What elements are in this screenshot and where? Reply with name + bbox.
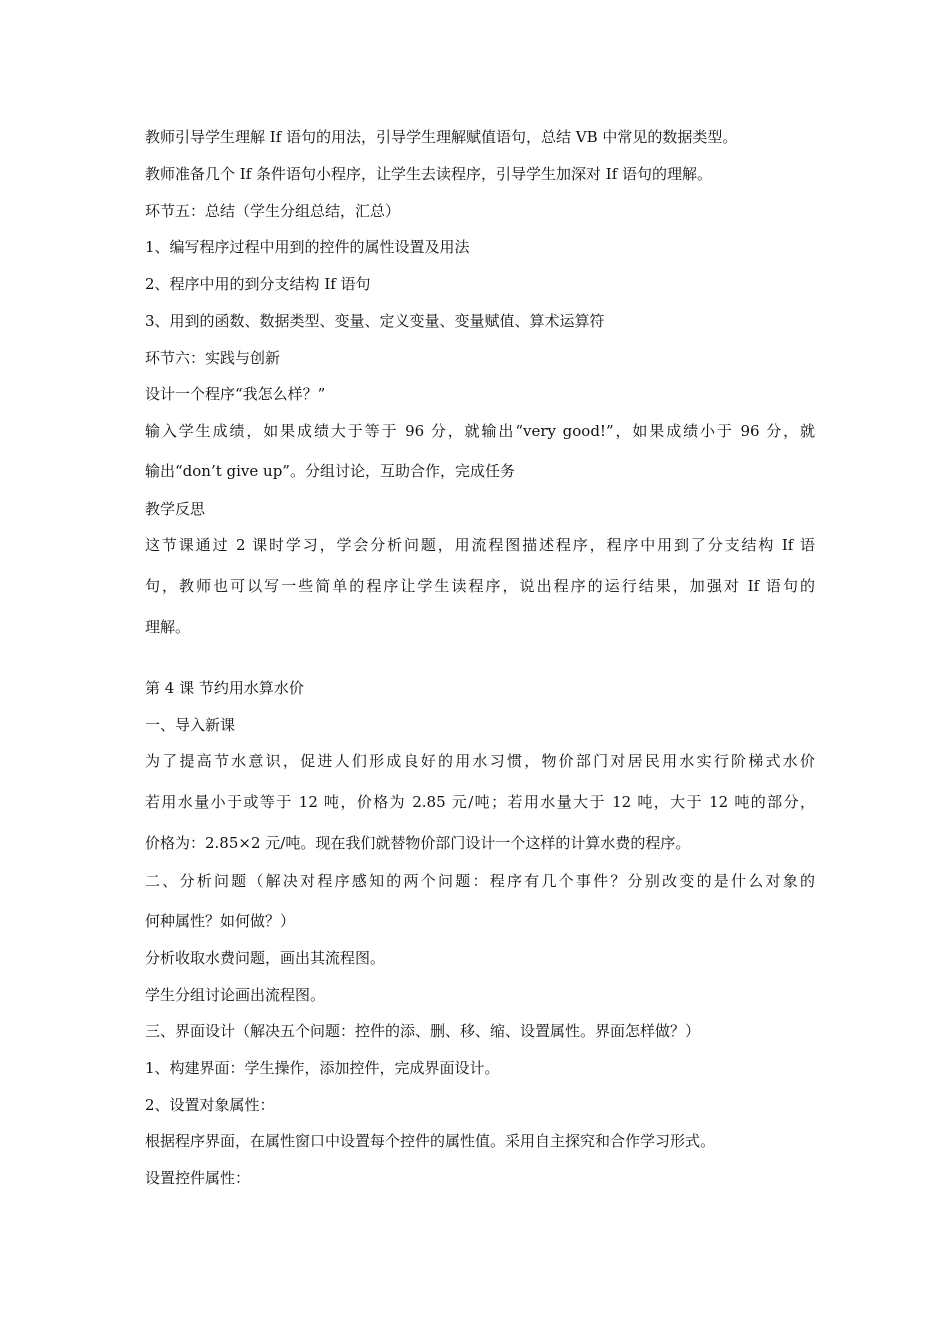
paragraph-line: 分析收取水费问题，画出其流程图。	[145, 949, 386, 967]
list-item: 3、用到的函数、数据类型、变量、定义变量、变量赋值、算术运算符	[145, 312, 605, 330]
paragraph-line: 为了提高节水意识，促进人们形成良好的用水习惯，物价部门对居民用水实行阶梯式水价	[145, 752, 815, 770]
paragraph-line: 句，教师也可以写一些简单的程序让学生读程序，说出程序的运行结果，加强对 If 语句的	[145, 577, 815, 595]
paragraph-line: 输入学生成绩，如果成绩大于等于 96 分，就输出“very good!”，如果成绩小于 96 分，就	[145, 422, 815, 440]
paragraph-line: 设计一个程序“我怎么样？”	[145, 385, 326, 403]
section-heading: 一、导入新课	[145, 716, 236, 734]
list-item: 2、程序中用的到分支结构 If 语句	[145, 275, 371, 293]
paragraph-line: 学生分组讨论画出流程图。	[145, 986, 326, 1004]
paragraph-line: 何种属性？如何做？）	[145, 912, 296, 930]
list-item: 2、设置对象属性：	[145, 1096, 275, 1114]
paragraph-line: 价格为：2.85×2 元/吨。现在我们就替物价部门设计一个这样的计算水费的程序。	[145, 834, 691, 852]
list-item: 1、编写程序过程中用到的控件的属性设置及用法	[145, 238, 470, 256]
paragraph-line: 根据程序界面，在属性窗口中设置每个控件的属性值。采用自主探究和合作学习形式。	[145, 1132, 716, 1150]
paragraph-line: 输出“don’t give up”。分组讨论，互助合作，完成任务	[145, 462, 515, 480]
section-heading: 教学反思	[145, 500, 206, 518]
paragraph-line: 设置控件属性：	[145, 1169, 251, 1187]
section-heading: 环节六：实践与创新	[145, 349, 281, 367]
section-heading: 二、分析问题（解决对程序感知的两个问题：程序有几个事件？分别改变的是什么对象的	[145, 872, 815, 890]
section-heading: 环节五：总结（学生分组总结，汇总）	[145, 202, 401, 220]
paragraph-line: 教师准备几个 If 条件语句小程序，让学生去读程序，引导学生加深对 If 语句的理解。	[145, 165, 713, 183]
section-heading: 三、界面设计（解决五个问题：控件的添、删、移、缩、设置属性。界面怎样做？）	[145, 1022, 701, 1040]
lesson-title: 第 4 课 节约用水算水价	[145, 679, 304, 697]
paragraph-line: 若用水量小于或等于 12 吨，价格为 2.85 元/吨；若用水量大于 12 吨，大于 12 吨的部分，	[145, 793, 815, 811]
paragraph-line: 教师引导学生理解 If 语句的用法，引导学生理解赋值语句，总结 VB 中常见的数据类型。	[145, 128, 738, 146]
paragraph-line: 理解。	[145, 618, 191, 636]
list-item: 1、构建界面：学生操作，添加控件，完成界面设计。	[145, 1059, 500, 1077]
paragraph-line: 这节课通过 2 课时学习，学会分析问题，用流程图描述程序，程序中用到了分支结构 If 语	[145, 536, 815, 554]
